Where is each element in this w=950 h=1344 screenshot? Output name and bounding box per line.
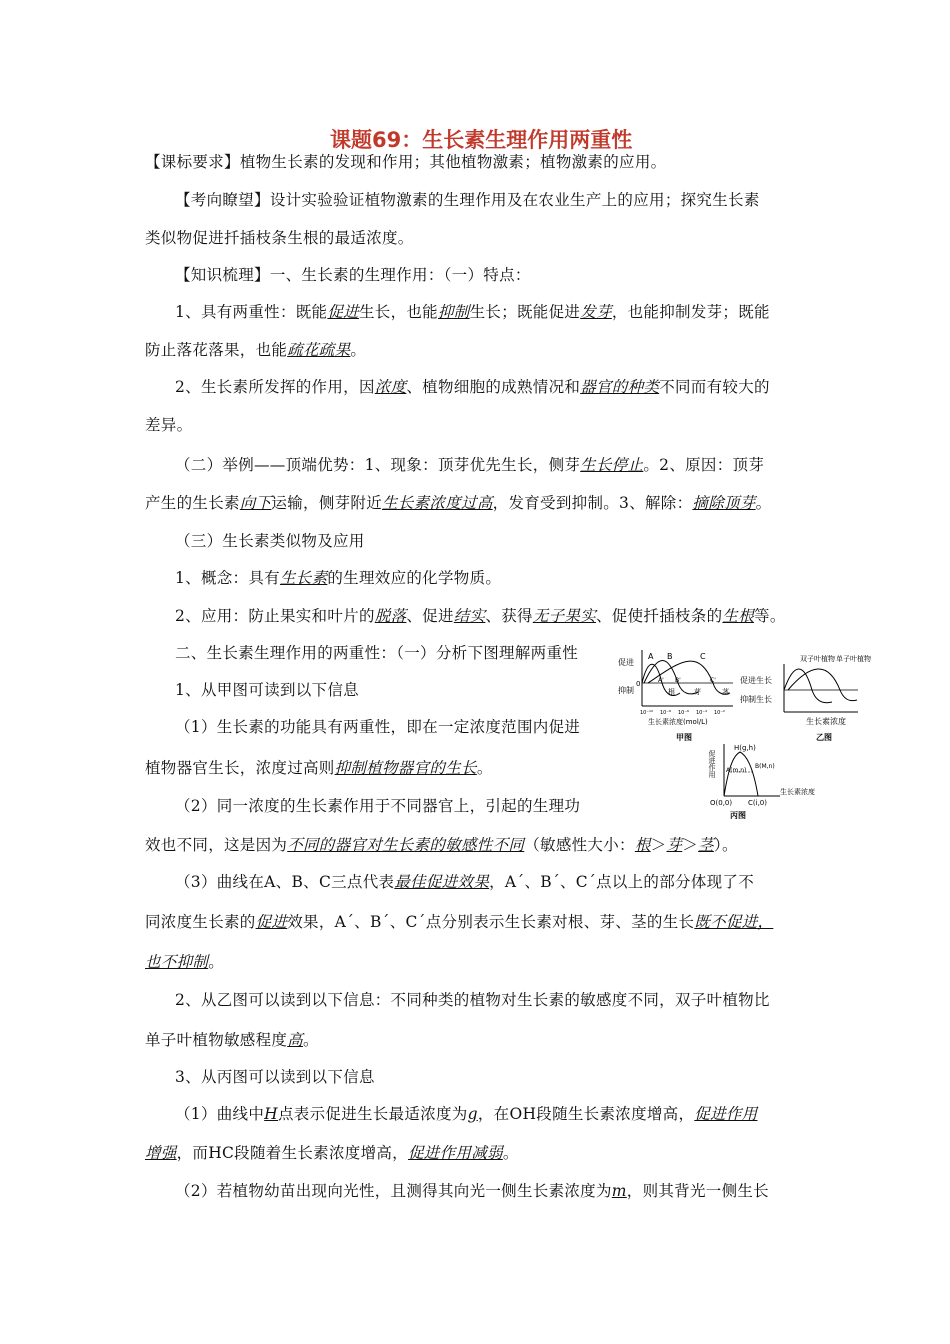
bing-y-label: 促进作用: [708, 750, 716, 778]
jia-inhibit-label: 抑制: [618, 686, 634, 695]
paragraph-standard: 【课标要求】植物生长素的发现和作用；其他植物激素；植物激素的应用。: [145, 153, 667, 171]
paragraph-bing-1-cont: 增强，而HC段随着生长素浓度增高，促进作用减弱。: [145, 1144, 519, 1162]
paragraph-jia-1: （1）生长素的功能具有两重性，即在一定浓度范围内促进: [175, 718, 581, 736]
paragraph-apical-cont: 产生的生长素向下运输，侧芽附近生长素浓度过高，发育受到抑制。3、解除：摘除顶芽。: [145, 494, 772, 512]
yi-caption: 乙图: [816, 733, 832, 742]
jia-point-a: A: [648, 652, 654, 661]
paragraph-yi-info-cont: 单子叶植物敏感程度高。: [145, 1031, 319, 1049]
yi-x-label: 生长素浓度: [806, 717, 846, 726]
jia-point-a-prime: A': [658, 677, 664, 684]
yi-inhibit-label: 抑制生长: [740, 695, 772, 704]
bing-point-b: B(M,n): [755, 763, 775, 770]
jia-root-label: 根: [668, 688, 675, 696]
jia-stem-label: 茎: [722, 688, 729, 696]
jia-tick-3: 10⁻⁶: [678, 710, 690, 716]
paragraph-jia-2: （2）同一浓度的生长素作用于不同器官上，引起的生理功: [175, 797, 581, 815]
jia-point-b: B: [667, 652, 673, 661]
paragraph-outlook-cont: 类似物促进扦插枝条生根的最适浓度。: [145, 229, 414, 247]
paragraph-yi-info: 2、从乙图可以读到以下信息：不同种类的植物对生长素的敏感度不同，双子叶植物比: [175, 991, 770, 1009]
paragraph-bing-1: （1）曲线中H点表示促进生长最适浓度为g，在OH段随生长素浓度增高，促进作用: [175, 1105, 758, 1123]
figure-yi: [740, 652, 871, 742]
paragraph-jia-2-cont: 效也不同，这是因为不同的器官对生长素的敏感性不同（敏感性大小：根＞芽＞茎）。: [145, 836, 738, 854]
jia-tick-2: 10⁻⁸: [660, 710, 672, 716]
jia-point-b-prime: B': [675, 677, 681, 684]
yi-monocot-curve: [788, 669, 857, 701]
bing-point-c: C(i,0): [748, 799, 767, 807]
yi-monocot-label: 单子叶植物: [836, 655, 871, 663]
bing-curve: [724, 752, 758, 796]
bing-point-o: O(0,0): [710, 799, 733, 807]
page-title: 课题69：生长素生理作用两重性: [330, 128, 633, 152]
paragraph-jia-1-cont: 植物器官生长，浓度过高则抑制植物器官的生长。: [145, 759, 493, 777]
paragraph-apical: （二）举例——顶端优势：1、现象：顶芽优先生长，侧芽生长停止。2、原因：顶芽: [175, 456, 765, 474]
yi-promote-label: 促进生长: [740, 676, 772, 685]
paragraph-duality: 1、具有两重性：既能促进生长，也能抑制生长；既能促进发芽，也能抑制发芽；既能: [175, 303, 770, 321]
bing-x-label: 生长素浓度: [780, 788, 815, 796]
paragraph-jia-3: （3）曲线在A、B、C三点代表最佳促进效果，Aˊ、Bˊ、Cˊ点以上的部分体现了不: [175, 873, 755, 891]
paragraph-analogs: （三）生长素类似物及应用: [175, 532, 365, 550]
paragraph-concept: 1、概念：具有生长素的生理效应的化学物质。: [175, 569, 502, 587]
figure-jia: [618, 648, 738, 744]
paragraph-factors-cont: 差异。: [145, 416, 193, 434]
paragraph-application: 2、应用：防止果实和叶片的脱落、促进结实、获得无子果实、促使扦插枝条的生根等。: [175, 607, 786, 625]
figure-bing: [700, 742, 840, 822]
jia-promote-label: 促进: [618, 658, 634, 667]
paragraph-outlook: 【考向瞭望】设计实验验证植物激素的生理作用及在农业生产上的应用；探究生长素: [175, 191, 760, 209]
yi-dicot-label: 双子叶植物: [800, 655, 835, 663]
jia-zero-label: 0: [636, 680, 641, 688]
paragraph-factors: 2、生长素所发挥的作用，因浓度、植物细胞的成熟情况和器官的种类不同而有较大的: [175, 378, 770, 396]
jia-tick-1: 10⁻¹⁰: [640, 710, 654, 716]
paragraph-jia-info: 1、从甲图可读到以下信息: [175, 681, 359, 699]
paragraph-jia-3-cont: 同浓度生长素的促进效果，Aˊ、Bˊ、Cˊ点分别表示生长素对根、芽、茎的生长既不促进，: [145, 913, 774, 931]
paragraph-knowledge: 【知识梳理】一、生长素的生理作用：（一）特点：: [175, 266, 531, 284]
paragraph-section2: 二、生长素生理作用的两重性：（一）分析下图理解两重性: [175, 644, 579, 662]
jia-x-label: 生长素浓度(mol/L): [648, 718, 708, 726]
paragraph-duality-cont: 防止落花落果，也能疏花疏果。: [145, 341, 367, 359]
bing-caption: 丙图: [730, 811, 746, 820]
paragraph-bing-info: 3、从丙图可以读到以下信息: [175, 1068, 375, 1086]
jia-point-c: C: [700, 652, 706, 661]
paragraph-bing-2: （2）若植物幼苗出现向光性，且测得其向光一侧生长素浓度为m，则其背光一侧生长: [175, 1182, 769, 1200]
bing-point-a: A(m,n): [726, 767, 747, 774]
bing-point-h: H(g,h): [734, 744, 756, 752]
jia-tick-4: 10⁻⁴: [696, 710, 708, 716]
jia-tick-5: 10⁻²: [714, 710, 726, 716]
jia-point-c-prime: C': [710, 677, 716, 684]
paragraph-jia-3-end: 也不抑制。: [145, 953, 225, 971]
jia-bud-label: 芽: [694, 688, 701, 696]
jia-caption: 甲图: [676, 733, 692, 742]
